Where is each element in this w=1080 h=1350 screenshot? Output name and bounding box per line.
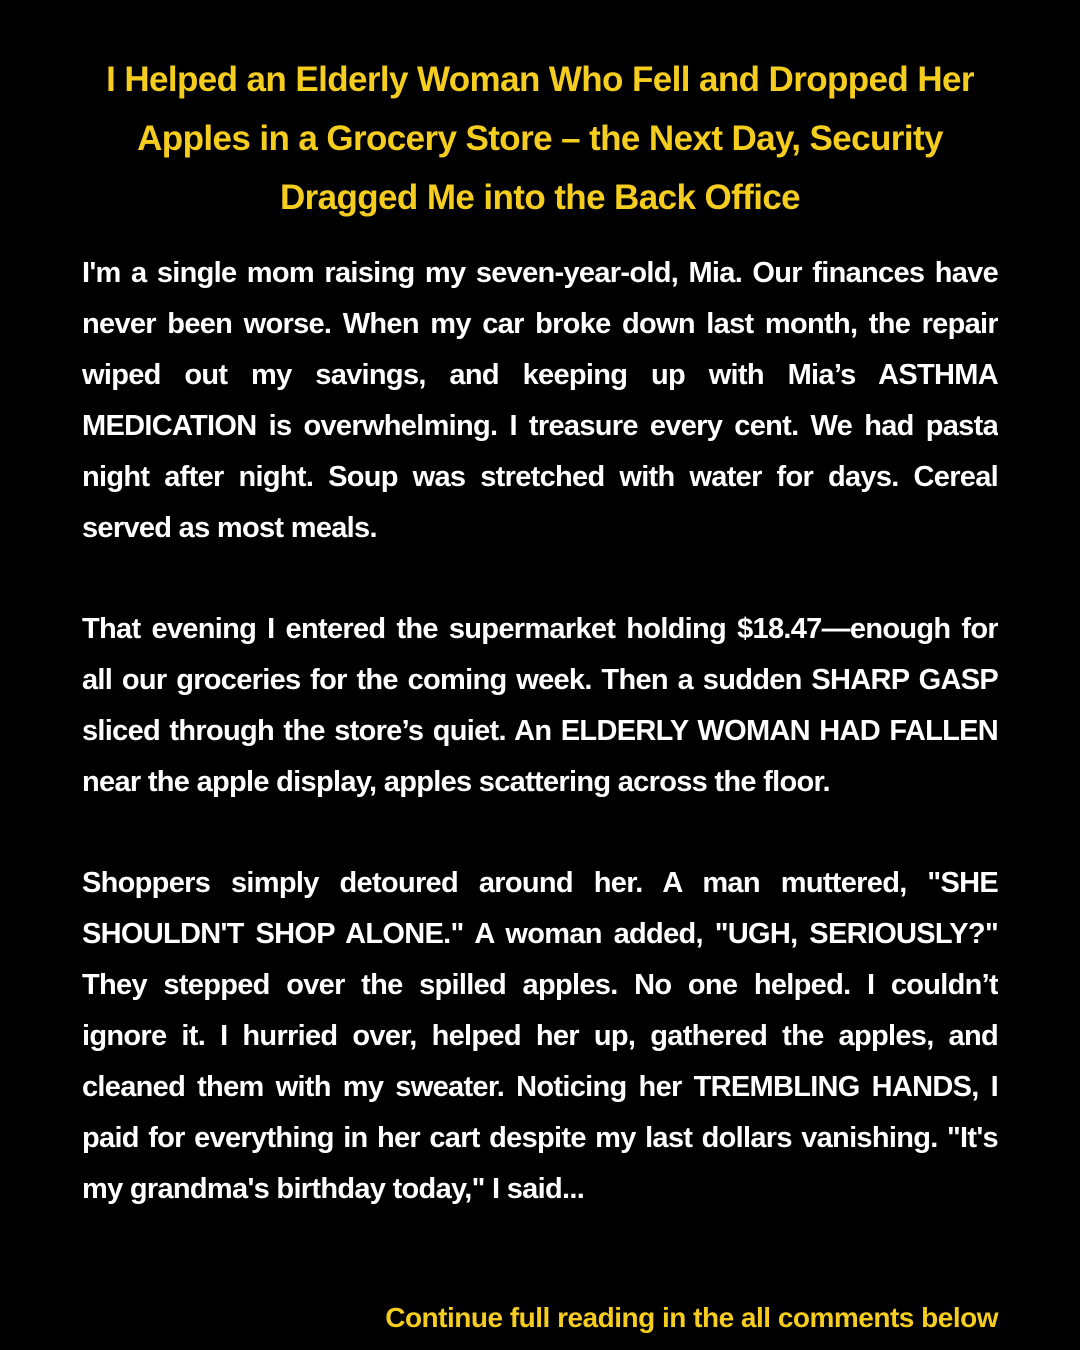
continue-reading-note: Continue full reading in the all comments below: [385, 1302, 998, 1333]
story-text: [82, 248, 998, 1290]
story-paragraph: That evening I entered the supermarket holding $18.47—enough for all our groceries for the coming week. Then a sudden SHARP GASP sliced through the store’s quiet. An ELDERLY WOMAN HAD FALLEN near the apple display, apples scattering across the floor.: [82, 613, 998, 798]
story-paragraph: Shoppers simply detoured around her. A man muttered, "SHE SHOULDN'T SHOP ALONE." A woman added, "UGH, SERIOUSLY?" They stepped over the spilled apples. No one helped. I couldn’t ignore it. I hurried over, helped her up, gathered the apples, and cleaned them with my sweater. Noticing her TREMBLING HANDS, I paid for everything in her cart despite my last dollars vanishing. "It's my grandma's birthday today," I said...: [82, 867, 998, 1205]
page-title: I Helped an Elderly Woman Who Fell and Dropped Her Apples in a Grocery Store – the Next Day, Security Dragged Me into the Back Office: [106, 60, 974, 217]
story-paragraph: I'm a single mom raising my seven-year-old, Mia. Our finances have never been worse. When my car broke down last month, the repair wiped out my savings, and keeping up with Mia’s ASTHMA MEDICATION is overwhelming. I treasure every cent. We had pasta night after night. Soup was stretched with water for days. Cereal served as most meals.: [82, 257, 998, 544]
